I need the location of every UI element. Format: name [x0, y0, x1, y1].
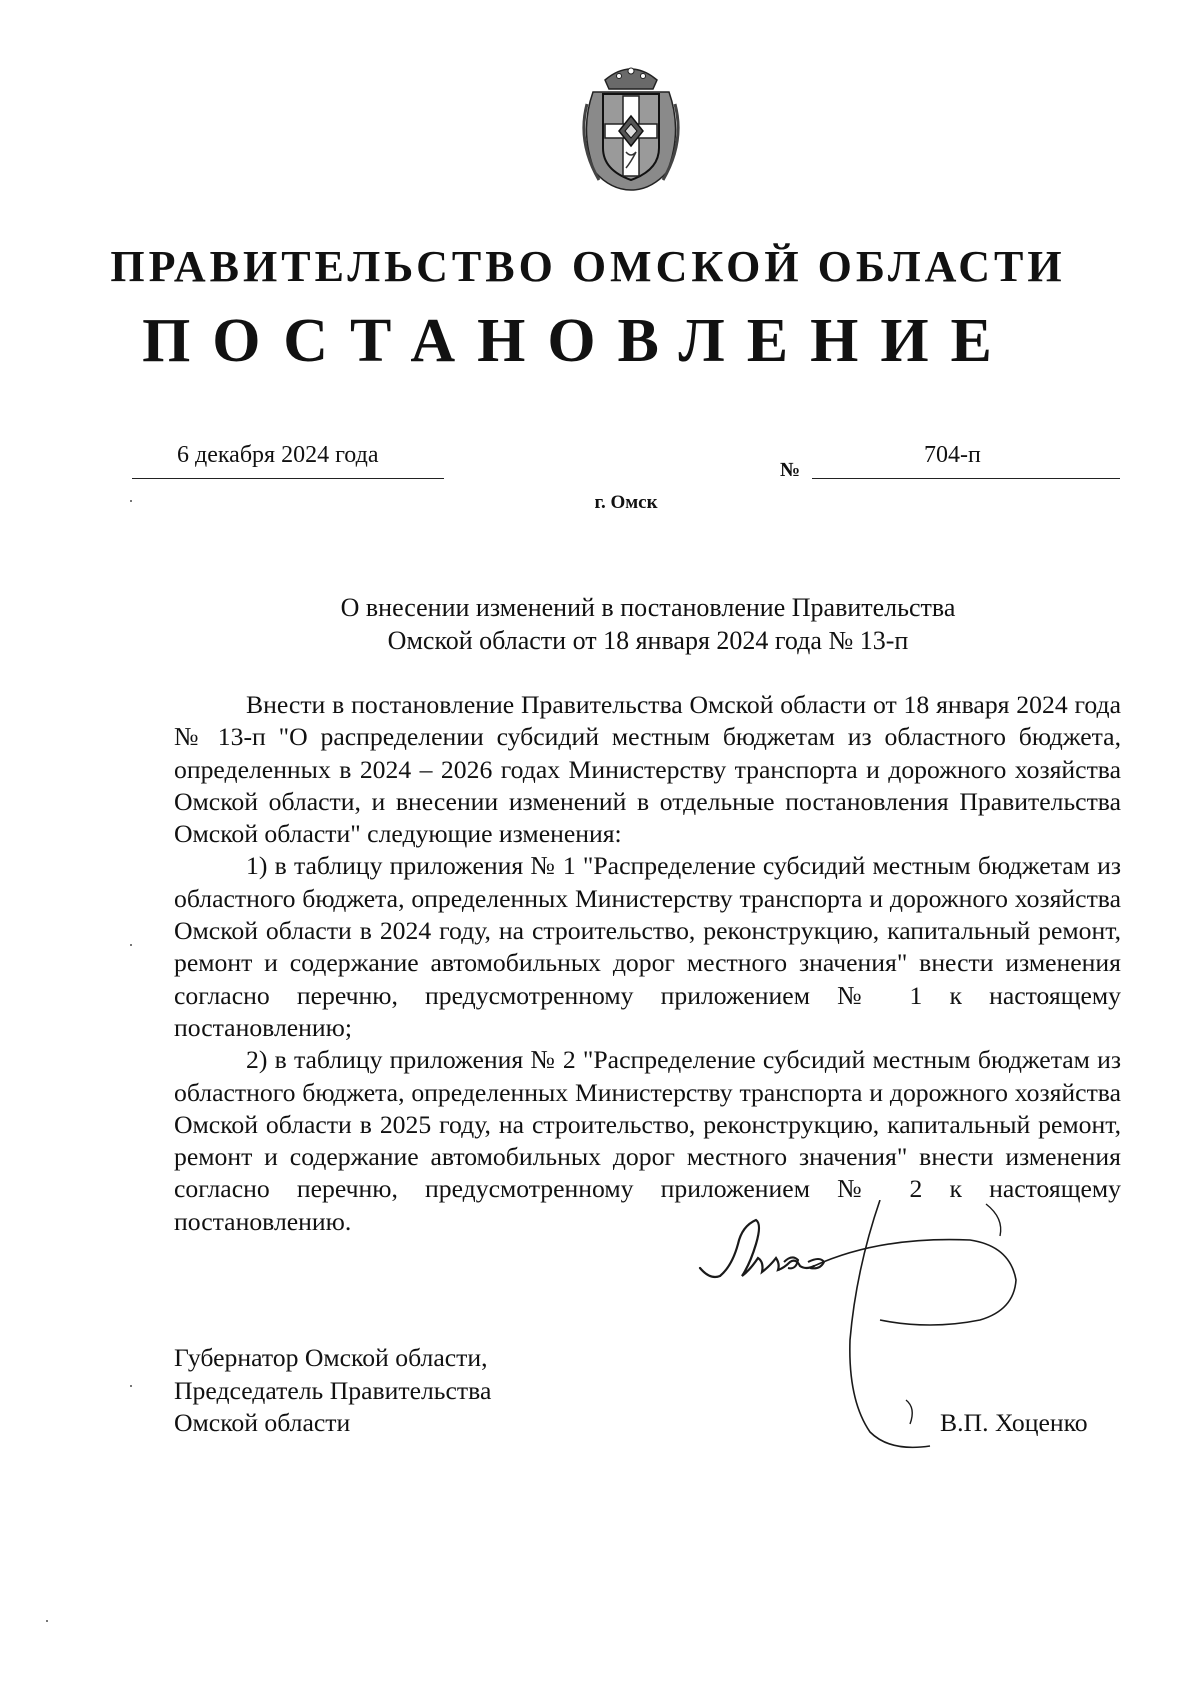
document-number: 704-п: [924, 442, 981, 468]
position-line-1: Губернатор Омской области,: [174, 1343, 488, 1372]
position-line-2: Председатель Правительства: [174, 1375, 492, 1405]
position-line-3: Омской области: [174, 1408, 351, 1437]
paragraph-intro: Внести в постановление Правительства Омской области от 18 января 2024 года № 13-п "О распределении субсидий местным бюджетам из областного бюджета, определенных в 2024 – 2026 годах Министерству транспорта и дорожного хозяйства Омской области, и внесении изменений в отдельные постановления Правительства Омской области" следующие изменения:: [174, 690, 1121, 849]
document-body: [174, 689, 1121, 1238]
document-subject: [150, 591, 1146, 657]
scan-speck: [130, 500, 132, 502]
coat-of-arms-icon: [571, 62, 691, 192]
document-date: 6 декабря 2024 года: [177, 442, 379, 468]
government-title: ПРАВИТЕЛЬСТВО ОМСКОЙ ОБЛАСТИ: [110, 242, 1066, 291]
number-field: [812, 438, 1120, 479]
signatory-position: [174, 1342, 491, 1440]
signatory-name: В.П. Хоценко: [940, 1408, 1088, 1437]
city-label: г. Омск: [594, 492, 658, 513]
scan-speck: [130, 944, 132, 946]
subject-line-2: Омской области от 18 января 2024 года № 13-п: [387, 626, 909, 655]
number-label: №: [780, 459, 801, 481]
paragraph-item-2: 2) в таблицу приложения № 2 "Распределение субсидий местным бюджетам из областного бюджета, определенных Министерству транспорта и дорожного хозяйства Омской области в 2025 году, на строительство, реконструкцию, капитальный ремонт, ремонт и содержание автомобильных дорог местного значения" внести изменения согласно перечню, предусмотренному приложением № 2 к настоящему постановлению.: [174, 1045, 1121, 1236]
subject-line-1: О внесении изменений в постановление Правительства: [340, 593, 956, 622]
scan-speck: [46, 1620, 48, 1622]
paragraph-item-1: 1) в таблицу приложения № 1 "Распределение субсидий местным бюджетам из областного бюджета, определенных Министерству транспорта и дорожного хозяйства Омской области в 2024 году, на строительство, реконструкцию, капитальный ремонт, ремонт и содержание автомобильных дорог местного значения" внести изменения согласно перечню, предусмотренному приложением № 1 к настоящему постановлению;: [174, 851, 1121, 1042]
scan-speck: [130, 1385, 132, 1387]
date-field: [132, 438, 444, 479]
document-type-heading: ПОСТАНОВЛЕНИЕ: [142, 307, 1014, 375]
